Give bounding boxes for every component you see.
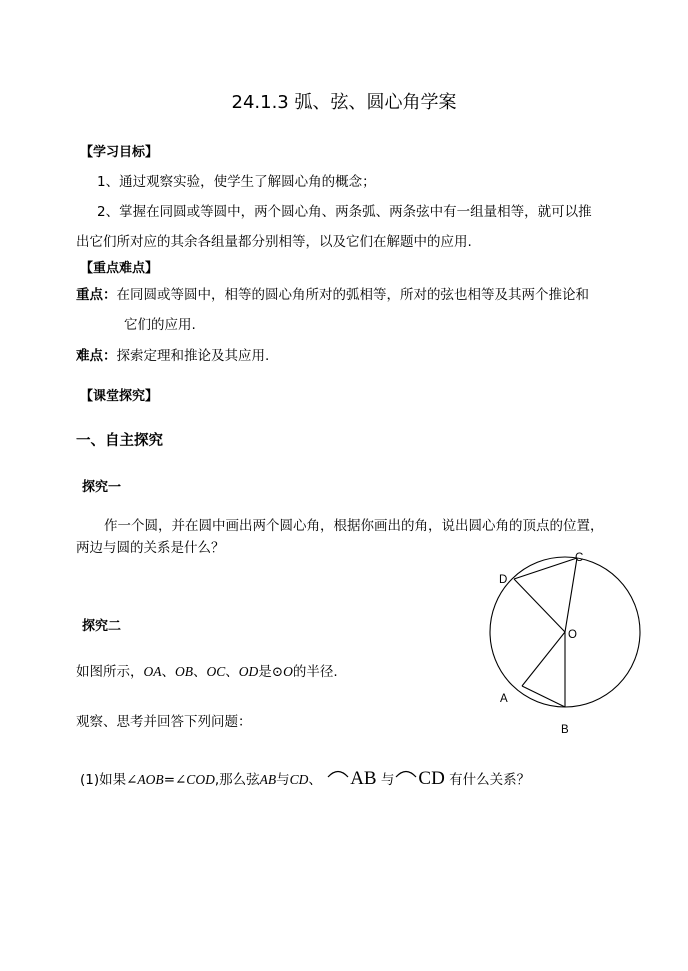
observe-instruction: 观察、思考并回答下列问题： xyxy=(76,714,252,730)
explore-1-line-1: 作一个圆，并在圆中画出两个圆心角，根据你画出的角，说出圆心角的顶点的位置， xyxy=(104,518,604,534)
chord-ab: AB xyxy=(259,772,277,787)
circle-o: ⊙O xyxy=(271,664,293,679)
arc-ab: AB xyxy=(350,768,377,789)
radius-od xyxy=(514,579,565,632)
q1-prefix: (1)如果 xyxy=(80,772,127,788)
equals: = xyxy=(163,772,175,788)
difficulty-text: 探索定理和推论及其应用. xyxy=(116,348,270,364)
statement-prefix: 如图所示， xyxy=(76,664,144,680)
label-b: B xyxy=(561,724,569,736)
segment-oc: OC xyxy=(206,664,226,679)
objectives-heading: 【学习目标】 xyxy=(80,145,159,160)
radius-text: 的半径. xyxy=(292,664,338,680)
explore-2-statement xyxy=(76,660,338,680)
part-1-heading: 一、自主探究 xyxy=(76,433,163,449)
q1-mid: ,那么弦 xyxy=(214,772,260,788)
with-1: 与 xyxy=(276,772,290,788)
arc-symbol-icon xyxy=(327,768,349,778)
label-d: D xyxy=(499,574,508,586)
angle-cod: ∠COD xyxy=(175,772,215,787)
separator: 、 xyxy=(161,664,175,680)
comma: 、 xyxy=(308,772,322,788)
segment-ob: OB xyxy=(175,664,193,679)
key-points-heading: 【重点难点】 xyxy=(80,261,159,276)
circle-figure xyxy=(484,546,654,746)
angle-aob: ∠AOB xyxy=(126,772,164,787)
difficulty-row xyxy=(76,344,269,364)
radius-oc xyxy=(565,558,577,632)
label-c: C xyxy=(575,552,584,564)
with-2: 与 xyxy=(380,772,395,788)
radius-oa xyxy=(522,632,565,686)
verb-is: 是 xyxy=(258,664,272,680)
chord-cd: CD xyxy=(289,772,309,787)
difficulty-label: 难点： xyxy=(76,348,117,364)
label-o: O xyxy=(568,629,577,641)
explore-1-line-2: 两边与圆的关系是什么？ xyxy=(76,540,225,556)
label-a: A xyxy=(500,693,508,705)
arc-symbol-icon xyxy=(395,768,417,778)
page-title: 24.1.3 弧、弦、圆心角学案 xyxy=(231,92,457,113)
segment-oa: OA xyxy=(143,664,162,679)
class-explore-heading: 【课堂探究】 xyxy=(80,389,159,404)
arc-cd: CD xyxy=(418,768,445,789)
objective-item-2-line-1: 2、掌握在同圆或等圆中，两个圆心角、两条弧、两条弦中有一组量相等，就可以推 xyxy=(97,204,592,220)
explore-1-label: 探究一 xyxy=(82,480,122,495)
separator: 、 xyxy=(193,664,207,680)
separator: 、 xyxy=(225,664,239,680)
explore-2-label: 探究二 xyxy=(82,619,122,634)
chord-cd-line xyxy=(514,558,577,579)
key-label: 重点： xyxy=(76,287,117,303)
question-1 xyxy=(80,768,530,790)
key-point-row xyxy=(76,283,589,303)
key-line-1: 在同圆或等圆中，相等的圆心角所对的弧相等，所对的弦也相等及其两个推论和 xyxy=(116,287,589,303)
q1-end: 有什么关系？ xyxy=(444,772,531,788)
segment-od: OD xyxy=(238,664,259,679)
key-line-2: 它们的应用. xyxy=(124,317,196,333)
objective-item-1: 1、通过观察实验，使学生了解圆心角的概念； xyxy=(97,174,376,190)
objective-item-2-line-2: 出它们所对应的其余各组量都分别相等，以及它们在解题中的应用. xyxy=(76,234,472,250)
